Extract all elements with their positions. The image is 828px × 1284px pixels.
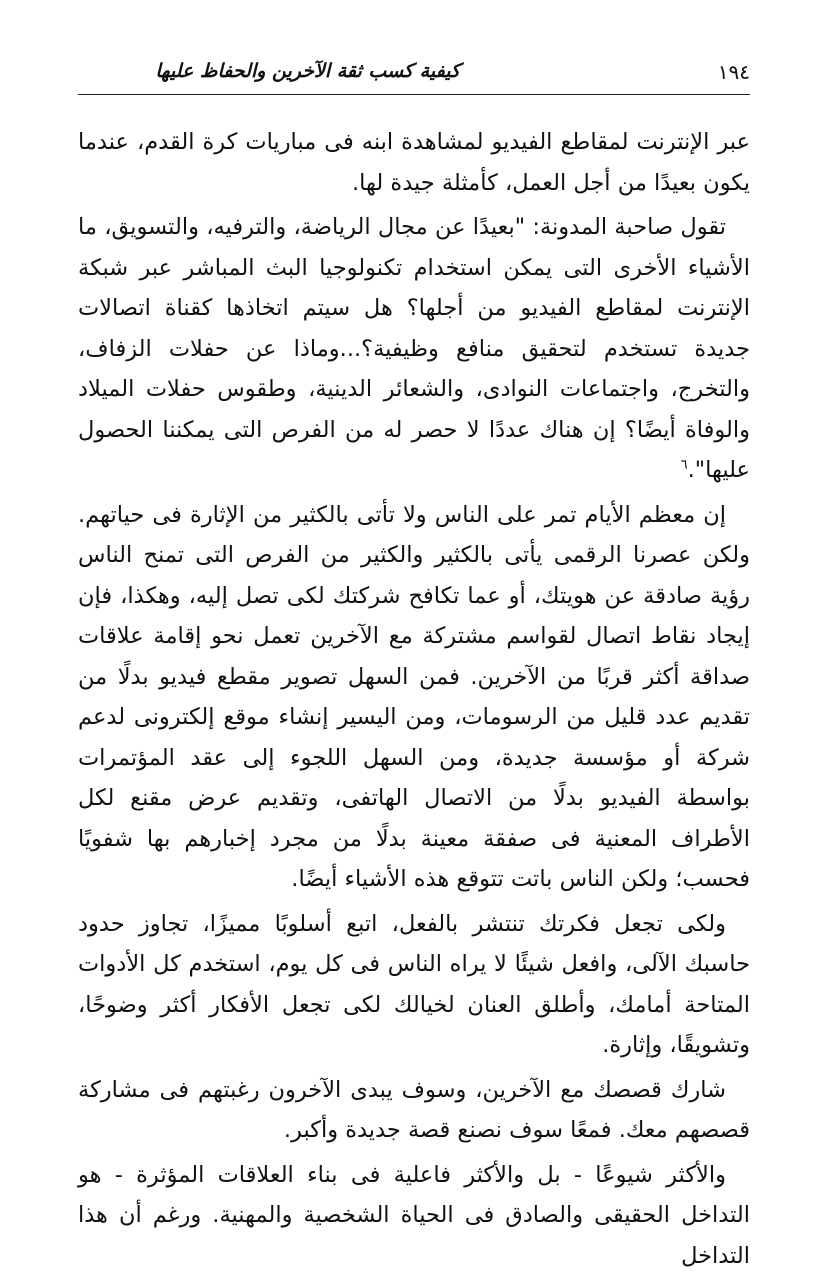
paragraph-overlap xyxy=(78,1155,750,1277)
paragraph-spread-idea xyxy=(78,904,750,1066)
paragraph-text: إن معظم الأيام تمر على الناس ولا تأتى بالكثير من الإثارة فى حياتهم. ولكن عصرنا الرقمى يأتى بالكثير والكثير من الفرص التى تمنح الناس رؤية صادقة عن هويتك، أو عما تكافح شركتك لكى تصل إليه، وهكذا، فإن إيجاد نقاط اتصال لقواسم مشتركة مع الآخرين تعمل نحو إقامة علاقات صداقة أكثر قربًا من الآخرين. فمن السهل تصوير مقطع فيديو بدلًا من تقديم عدد قليل من الرسومات، ومن اليسير إنشاء موقع إلكترونى لدعم شركة أو مؤسسة جديدة، ومن السهل اللجوء إلى عقد المؤتمرات بواسطة الفيديو بدلًا من الاتصال الهاتفى، وتقديم عرض مقنع لكل الأطراف المعنية فى صفقة معينة بدلًا من مجرد إخبارهم بها شفويًا فحسب؛ ولكن الناس باتت تتوقع هذه الأشياء أيضًا. xyxy=(78,501,750,892)
footnote-reference: ٦ xyxy=(680,457,688,473)
page-number: ١٩٤ xyxy=(717,60,750,84)
paragraph-digital-age xyxy=(78,495,750,900)
paragraph-text: ولكى تجعل فكرتك تنتشر بالفعل، اتبع أسلوبًا مميزًا، تجاوز حدود حاسبك الآلى، وافعل شيئًا لا يراه الناس فى كل يوم، استخدم كل الأدوات المتاحة أمامك، وأطلق العنان لخيالك لكى تجعل الأفكار أكثر وضوحًا، وتشويقًا، وإثارة. xyxy=(78,910,750,1058)
running-header xyxy=(78,58,750,95)
paragraph-text: عبر الإنترنت لمقاطع الفيديو لمشاهدة ابنه فى مباريات كرة القدم، عندما يكون بعيدًا من أجل العمل، كأمثلة جيدة لها. xyxy=(78,129,750,196)
body-text xyxy=(78,122,750,1280)
running-title: كيفية كسب ثقة الآخرين والحفاظ عليها xyxy=(155,60,460,82)
paragraph-text: والأكثر شيوعًا - بل والأكثر فاعلية فى بناء العلاقات المؤثرة - هو التداخل الحقيقى والصادق فى الحياة الشخصية والمهنية. ورغم أن هذا التداخل xyxy=(78,1161,750,1269)
paragraph-text: تقول صاحبة المدونة: "بعيدًا عن مجال الرياضة، والترفيه، والتسويق، ما الأشياء الأخرى التى يمكن استخدام تكنولوجيا البث المباشر عبر شبكة الإنترنت لمقاطع الفيديو من أجلها؟ هل سيتم اتخاذها كقناة اتصالات جديدة تستخدم لتحقيق منافع وظيفية؟...وماذا عن حفلات الزفاف، والتخرج، واجتماعات النوادى، والشعائر الدينية، وطقوس حفلات الميلاد والوفاة أيضًا؟ إن هناك عددًا لا حصر له من الفرص التى يمكننا الحصول عليها". xyxy=(78,214,750,483)
paragraph-share-stories xyxy=(78,1070,750,1151)
paragraph-continued xyxy=(78,122,750,203)
paragraph-blog-quote xyxy=(78,207,750,491)
paragraph-text: شارك قصصك مع الآخرين، وسوف يبدى الآخرون رغبتهم فى مشاركة قصصهم معك. فمعًا سوف نصنع قصة جديدة وأكبر. xyxy=(78,1076,750,1143)
